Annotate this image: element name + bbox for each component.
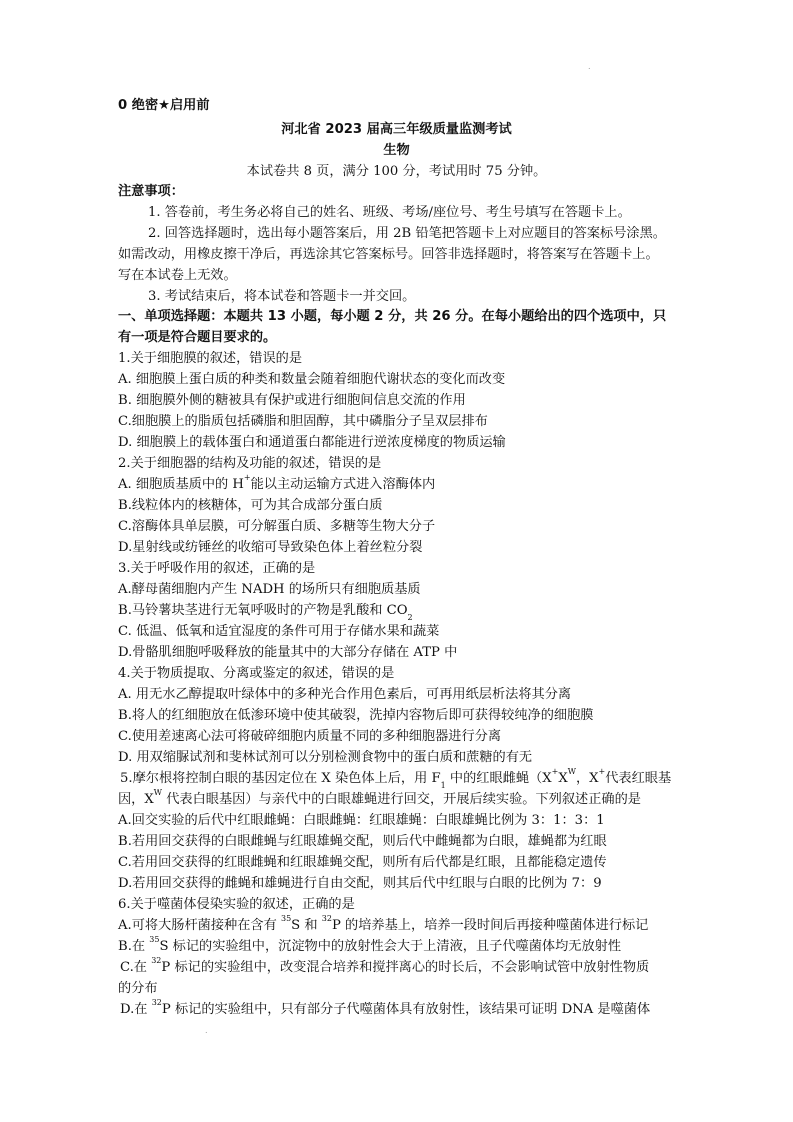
q1-option-d: D. 细胞膜上的载体蛋白和通道蛋白都能进行逆浓度梯度的物质运输 [118, 435, 506, 450]
q4-option-b: B.将人的红细胞放在低渗环境中使其破裂，洗掉内容物后即可获得较纯净的细胞膜 [118, 708, 594, 723]
q6-option-d: D.在 $^{32}$P 标记的实验组中，只有部分子代噬菌体具有放射性，该结果可证明 DNA 是噬菌体 [120, 998, 651, 1017]
q1-option-b: B. 细胞膜外侧的糖被具有保护或进行细胞间信息交流的作用 [118, 393, 466, 408]
q5-option-b: B.若用回交获得的白眼雌蝇与红眼雄蝇交配，则后代中雌蝇都为白眼，雄蝇都为红眼 [118, 834, 607, 849]
q4-stem: 4.关于物质提取、分离或鉴定的叙述，错误的是 [118, 666, 395, 681]
subject-title: 生物 [383, 143, 410, 158]
q2-option-b: B.线粒体内的核糖体，可为其合成部分蛋白质 [118, 498, 383, 513]
q6-option-c: C.在 $^{32}$P 标记的实验组中，改变混合培养和搅拌离心的时长后，不会影响试管中放射性物质 [120, 956, 650, 975]
q4-option-c: C.使用差速离心法可将破碎细胞内质量不同的多种细胞器进行分离 [118, 729, 502, 744]
q6-option-c-cont: 的分布 [118, 981, 158, 996]
q6-option-b: B.在 $^{35}$S 标记的实验组中，沉淀物中的放射性会大于上清液，且子代噬菌体均无放射性 [118, 935, 622, 954]
q6-stem: 6.关于噬菌体侵染实验的叙述，正确的是 [118, 897, 355, 912]
q5-option-a: A.回交实验的后代中红眼雌蝇：白眼雌蝇：红眼雄蝇：白眼雄蝇比例为 3：1：3：1 [118, 813, 605, 828]
q2-option-d: D.星射线或纺锤丝的收缩可导致染色体上着丝粒分裂 [118, 540, 423, 555]
note-2: 2. 回答选择题时，选出每小题答案后，用 2B 铅笔把答题卡上对应题目的答案标号涂黑。 [148, 226, 666, 241]
q3-option-a: A.酵母菌细胞内产生 NADH 的场所只有细胞质基质 [118, 582, 421, 597]
note-1: 1. 答卷前，考生务必将自己的姓名、班级、考场/座位号、考生号填写在答题卡上。 [148, 205, 631, 220]
q5-stem-cont: 因，$X^W$ 代表白眼基因）与亲代中的白眼雄蝇进行回交，开展后续实验。下列叙述正确的是 [118, 788, 641, 807]
q3-option-b: B.马铃薯块茎进行无氧呼吸时的产物是乳酸和 $CO_2$ [118, 603, 413, 622]
q5-option-d: D.若用回交获得的雌蝇和雄蝇进行自由交配，则其后代中红眼与白眼的比例为 7：9 [118, 876, 602, 891]
q4-option-a: A. 用无水乙醇提取叶绿体中的多种光合作用色素后，可再用纸层析法将其分离 [118, 687, 572, 702]
q5-option-c: C.若用回交获得的红眼雌蝇和红眼雄蝇交配，则所有后代都是红眼，且都能稳定遗传 [118, 855, 607, 870]
q2-stem: 2.关于细胞器的结构及功能的叙述，错误的是 [118, 456, 382, 471]
section-heading-cont: 有一项是符合题目要求的。 [118, 330, 277, 345]
q3-option-c: C. 低温、低氧和适宜湿度的条件可用于存储水果和蔬菜 [118, 624, 440, 639]
q3-stem: 3.关于呼吸作用的叙述，正确的是 [118, 561, 316, 576]
q2-option-a: A. 细胞质基质中的 H+能以主动运输方式进入溶酶体内 [118, 473, 436, 492]
q5-stem: 5.摩尔根将控制白眼的基因定位在 X 染色体上后，用 $F_1$ 中的红眼雌蝇（$X^+X^W$，X+代表红眼基 [120, 767, 672, 790]
q1-stem: 1.关于细胞膜的叙述，错误的是 [118, 351, 303, 366]
q3-option-d: D.骨骼肌细胞呼吸释放的能量其中的大部分存储在 ATP 中 [118, 645, 458, 660]
q6-option-a: A.可将大肠杆菌接种在含有 $^{35}$S 和 $^{32}$P 的培养基上，培养一段时间后再接种噬菌体进行标记 [118, 914, 649, 933]
note-2-cont: 如需改动，用橡皮擦干净后，再选涂其它答案标号。回答非选择题时，将答案写在答题卡上。 [118, 247, 659, 262]
q1-option-c: C.细胞膜上的脂质包括磷脂和胆固醇，其中磷脂分子呈双层排布 [118, 414, 488, 429]
note-3: 3. 考试结束后，将本试卷和答题卡一并交回。 [148, 289, 416, 304]
confidential-label: 0 绝密★启用前 [118, 98, 210, 113]
q2-option-c: C.溶酶体具单层膜，可分解蛋白质、多糖等生物大分子 [118, 519, 436, 534]
scan-dot: . [205, 1026, 208, 1035]
notes-heading: 注意事项： [118, 184, 184, 199]
scan-dot: . [588, 62, 591, 71]
note-2-cont2: 写在本试卷上无效。 [118, 268, 237, 283]
q4-option-d: D. 用双缩脲试剂和斐林试剂可以分别检测食物中的蛋白质和蔗糖的有无 [118, 750, 533, 765]
section-heading: 一、单项选择题：本题共 13 小题，每小题 2 分，共 26 分。在每小题给出的四个选项中，只 [118, 309, 667, 324]
q1-option-a: A. 细胞膜上蛋白质的种类和数量会随着细胞代谢状态的变化而改变 [118, 372, 506, 387]
exam-title: 河北省 2023 届高三年级质量监测考试 [281, 122, 512, 137]
exam-info: 本试卷共 8 页，满分 100 分，考试用时 75 分钟。 [246, 164, 547, 179]
